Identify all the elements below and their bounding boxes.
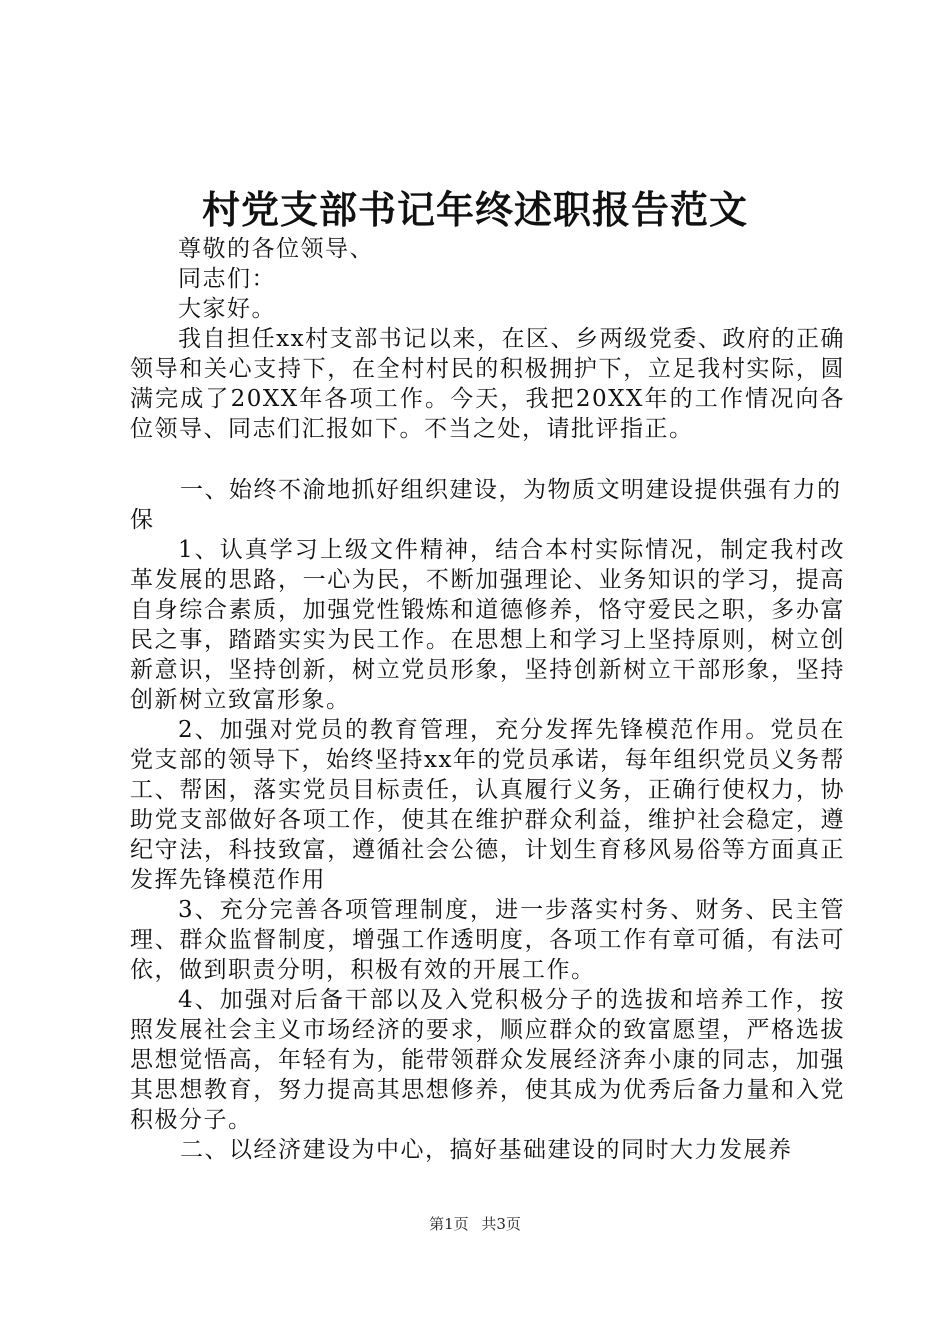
document-body bbox=[130, 234, 845, 1165]
greeting-line: 同志们： bbox=[178, 266, 276, 292]
greeting-line: 大家好。 bbox=[178, 296, 276, 322]
page-number: 第1页 bbox=[429, 1215, 469, 1233]
section-heading-1: 一、始终不渝地抓好组织建设，为物质文明建设提供强有力的保 bbox=[130, 477, 842, 533]
page-footer bbox=[0, 1213, 950, 1235]
page-total: 共3页 bbox=[481, 1215, 521, 1233]
section-heading-2: 二、以经济建设为中心，搞好基础建设的同时大力发展养 bbox=[180, 1137, 793, 1163]
section-1-item-4: 4、加强对后备干部以及入党积极分子的选拔和培养工作，按照发展社会主义市场经济的要求，顺应群众的致富愿望，严格选拔思想觉悟高，年轻有为，能带领群众发展经济奔小康的同志，加强其思想教育，努力提高其思想修养，使其成为优秀后备力量和入党积极分子。 bbox=[130, 987, 845, 1133]
intro-paragraph: 我自担任xx村支部书记以来，在区、乡两级党委、政府的正确领导和关心支持下，在全村村民的积极拥护下，立足我村实际，圆满完成了20XX年各项工作。今天，我把20XX年的工作情况向各位领导、同志们汇报如下。不当之处，请批评指正。 bbox=[130, 326, 845, 442]
section-1-item-1: 1、认真学习上级文件精神，结合本村实际情况，制定我村改革发展的思路，一心为民，不断加强理论、业务知识的学习，提高自身综合素质，加强党性锻炼和道德修养，恪守爱民之职，多办富民之事，踏踏实实为民工作。在思想上和学习上坚持原则，树立创新意识，坚持创新，树立党员形象，坚持创新树立干部形象，坚持创新树立致富形象。 bbox=[130, 537, 845, 713]
greeting-line: 尊敬的各位领导、 bbox=[178, 236, 374, 262]
section-1-item-3: 3、充分完善各项管理制度，进一步落实村务、财务、民主管理、群众监督制度，增强工作透明度，各项工作有章可循，有法可依，做到职责分明，积极有效的开展工作。 bbox=[130, 897, 845, 983]
section-1-item-2: 2、加强对党员的教育管理，充分发挥先锋模范作用。党员在党支部的领导下，始终坚持xx年的党员承诺，每年组织党员义务帮工、帮困，落实党员目标责任，认真履行义务，正确行使权力，协助党支部做好各项工作，使其在维护群众利益，维护社会稳定，遵纪守法，科技致富，遵循社会公德，计划生育移风易俗等方面真正发挥先锋模范作用 bbox=[130, 717, 845, 893]
document-title: 村党支部书记年终述职报告范文 bbox=[201, 187, 748, 232]
